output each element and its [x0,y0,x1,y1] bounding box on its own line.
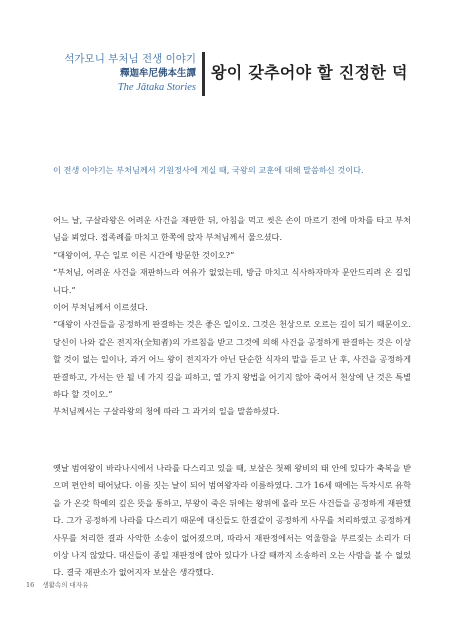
publication-name: 생활속의 대자유 [42,581,89,589]
page-header [53,52,423,98]
paragraph: “대왕이 사건들을 공정하게 판결하는 것은 좋은 일이오. 그것은 천상으로 오르는 길이 되기 때문이오. 당신이 나와 같은 전지자(全知者)의 가르침을 받고 그것에 의해 사건을 공정하게 판결하는 것은 이상할 것이 없는 일이나, 과거 어느 왕이 전지자가 아닌 단순한 식자의 말을 듣고 난 후, 사건을 공정하게 판결하고, 가서는 안 될 네 가지 길을 피하고, 열 가지 왕법을 어기지 않아 죽어서 천상에 난 것은 특별하다 할 것이오.” [53,319,411,400]
story-section-one [53,212,411,421]
paragraph: 옛날 범여왕이 바라나시에서 나라를 다스리고 있을 때, 보살은 첫째 왕비의 태 안에 있다가 축복을 받으며 편안히 태어났다. 이름 짓는 날이 되어 범여왕자라 이름하였다. 그가 16세 때에는 득차시로 유학을 가 온갖 학예의 깊은 뜻을 통하고, 부왕이 죽은 뒤에는 왕위에 올라 모든 사건들을 공정하게 재판했다. 그가 공정하게 나라를 다스리기 때문에 대신들도 한결같이 공정하게 사무를 처리하였고 공정하게 사무를 처리한 결과 사악한 소송이 없어졌으며, 따라서 재판정에서는 억울함을 부르짖는 소리가 더 이상 나지 않았다. 대신들이 종일 재판정에 앉아 있다가 나갈 때까지 소송하러 오는 사람을 볼 수 없었다. 결국 재판소가 없어지자 보살은 생각했다. [53,463,412,578]
story-section-two [53,460,411,582]
story-title: 왕이 갖추어야 할 진정한 덕 [211,63,408,82]
paragraph: 어느 날, 구살라왕은 어려운 사건을 재판한 뒤, 아침을 먹고 씻은 손이 마르기 전에 마차를 타고 부처님을 뵈었다. 접족례를 마치고 한쪽에 앉자 부처님께서 물으셨다. [53,215,411,243]
page-footer [26,580,88,589]
header-divider [202,52,205,96]
page-number: 16 [26,581,35,589]
series-title-english: The Jātaka Stories [117,82,196,93]
paragraph: 부처님께서는 구살라왕의 청에 따라 그 과거의 일을 말씀하셨다. [53,406,280,417]
paragraph: “대왕이여, 무슨 일로 이른 시간에 방문한 것이오?” [53,249,235,260]
paragraph: “부처님, 어려운 사건을 재판하느라 여유가 없었는데, 방금 마치고 식사하자마자 문안드리려 온 길입니다.” [53,267,411,295]
series-title-hanja: 釋迦牟尼佛本生譚 [119,68,196,79]
paragraph: 이어 부처님께서 이르셨다. [53,302,148,313]
series-title-korean: 석가모니 부처님 전생 이야기 [64,53,196,65]
intro-paragraph: 이 전생 이야기는 부처님께서 기원정사에 계실 때, 국왕의 교훈에 대해 말씀하신 것이다. [53,165,364,175]
series-block [53,52,196,95]
